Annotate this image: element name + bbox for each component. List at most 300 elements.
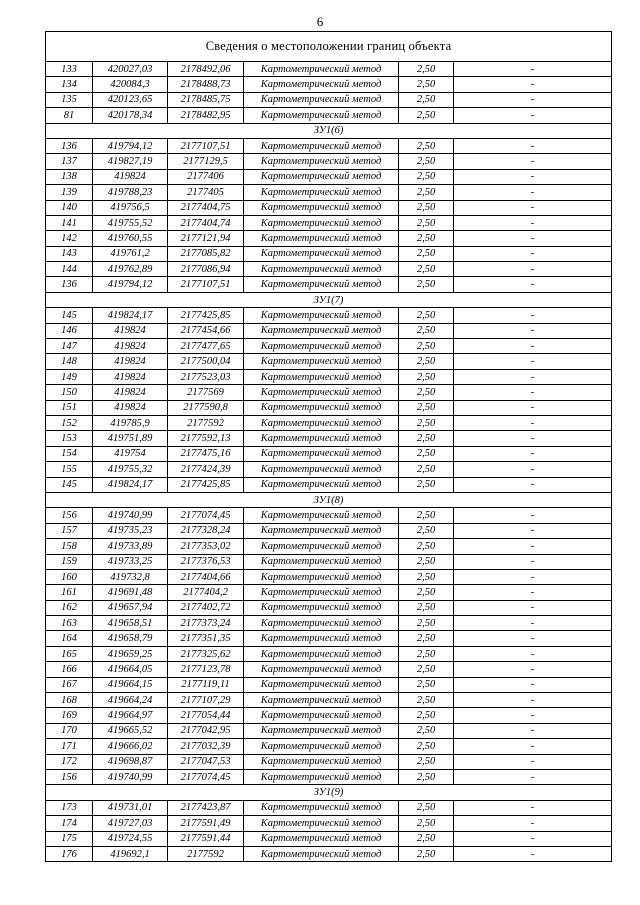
precision-cell: 2,50 [399, 831, 454, 846]
y-coordinate-cell: 2177123,78 [168, 662, 244, 677]
description-cell: - [454, 215, 612, 230]
description-cell: - [454, 600, 612, 615]
table-row [46, 769, 612, 784]
x-coordinate-cell: 419760,55 [93, 231, 168, 246]
description-cell: - [454, 138, 612, 153]
method-cell: Картометрический метод [244, 585, 399, 600]
precision-cell: 2,50 [399, 108, 454, 123]
table-row [46, 62, 612, 77]
x-coordinate-cell: 419824 [93, 169, 168, 184]
table-row [46, 354, 612, 369]
point-number-cell: 140 [46, 200, 93, 215]
precision-cell: 2,50 [399, 400, 454, 415]
x-coordinate-cell: 419824 [93, 369, 168, 384]
method-cell: Картометрический метод [244, 354, 399, 369]
table-row [46, 138, 612, 153]
description-cell: - [454, 846, 612, 861]
precision-cell: 2,50 [399, 508, 454, 523]
x-coordinate-cell: 419762,89 [93, 262, 168, 277]
x-coordinate-cell: 419657,94 [93, 600, 168, 615]
description-cell: - [454, 477, 612, 492]
precision-cell: 2,50 [399, 477, 454, 492]
point-number-cell: 167 [46, 677, 93, 692]
precision-cell: 2,50 [399, 816, 454, 831]
point-number-cell: 149 [46, 369, 93, 384]
precision-cell: 2,50 [399, 231, 454, 246]
point-number-cell: 139 [46, 185, 93, 200]
method-cell: Картометрический метод [244, 646, 399, 661]
point-number-cell: 160 [46, 569, 93, 584]
description-cell: - [454, 369, 612, 384]
x-coordinate-cell: 419751,89 [93, 431, 168, 446]
precision-cell: 2,50 [399, 600, 454, 615]
description-cell: - [454, 308, 612, 323]
x-coordinate-cell: 419761,2 [93, 246, 168, 261]
point-number-cell: 148 [46, 354, 93, 369]
precision-cell: 2,50 [399, 138, 454, 153]
table-row [46, 585, 612, 600]
description-cell: - [454, 554, 612, 569]
method-cell: Картометрический метод [244, 200, 399, 215]
table-row [46, 693, 612, 708]
method-cell: Картометрический метод [244, 677, 399, 692]
point-number-cell: 164 [46, 631, 93, 646]
precision-cell: 2,50 [399, 677, 454, 692]
y-coordinate-cell: 2177325,62 [168, 646, 244, 661]
point-number-cell: 163 [46, 616, 93, 631]
method-cell: Картометрический метод [244, 169, 399, 184]
table-row [46, 631, 612, 646]
description-cell: - [454, 92, 612, 107]
x-coordinate-cell: 419732,8 [93, 569, 168, 584]
y-coordinate-cell: 2177592,13 [168, 431, 244, 446]
method-cell: Картометрический метод [244, 277, 399, 292]
y-coordinate-cell: 2177569 [168, 385, 244, 400]
precision-cell: 2,50 [399, 446, 454, 461]
precision-cell: 2,50 [399, 646, 454, 661]
table-row [46, 431, 612, 446]
precision-cell: 2,50 [399, 846, 454, 861]
table-row [46, 339, 612, 354]
table-row [46, 816, 612, 831]
x-coordinate-cell: 419785,9 [93, 415, 168, 430]
point-number-cell: 156 [46, 769, 93, 784]
method-cell: Картометрический метод [244, 693, 399, 708]
x-coordinate-cell: 419735,23 [93, 523, 168, 538]
precision-cell: 2,50 [399, 77, 454, 92]
y-coordinate-cell: 2177454,66 [168, 323, 244, 338]
point-number-cell: 135 [46, 92, 93, 107]
point-number-cell: 134 [46, 77, 93, 92]
table-row [46, 369, 612, 384]
method-cell: Картометрический метод [244, 215, 399, 230]
y-coordinate-cell: 2177121,94 [168, 231, 244, 246]
x-coordinate-cell: 420123,65 [93, 92, 168, 107]
point-number-cell: 153 [46, 431, 93, 446]
method-cell: Картометрический метод [244, 508, 399, 523]
table-row [46, 185, 612, 200]
description-cell: - [454, 446, 612, 461]
table-row [46, 800, 612, 815]
description-cell: - [454, 169, 612, 184]
point-number-cell: 147 [46, 339, 93, 354]
y-coordinate-cell: 2177402,72 [168, 600, 244, 615]
table-row [46, 477, 612, 492]
method-cell: Картометрический метод [244, 431, 399, 446]
method-cell: Картометрический метод [244, 662, 399, 677]
point-number-cell: 174 [46, 816, 93, 831]
x-coordinate-cell: 419733,25 [93, 554, 168, 569]
point-number-cell: 144 [46, 262, 93, 277]
y-coordinate-cell: 2177054,44 [168, 708, 244, 723]
table-row [46, 169, 612, 184]
precision-cell: 2,50 [399, 769, 454, 784]
x-coordinate-cell: 419794,12 [93, 277, 168, 292]
table-row [46, 539, 612, 554]
section-header-row [46, 492, 612, 507]
section-label: ЗУ1(8) [46, 492, 612, 507]
x-coordinate-cell: 419658,79 [93, 631, 168, 646]
description-cell: - [454, 339, 612, 354]
method-cell: Картометрический метод [244, 415, 399, 430]
precision-cell: 2,50 [399, 200, 454, 215]
method-cell: Картометрический метод [244, 369, 399, 384]
table-row [46, 677, 612, 692]
method-cell: Картометрический метод [244, 631, 399, 646]
precision-cell: 2,50 [399, 215, 454, 230]
description-cell: - [454, 754, 612, 769]
y-coordinate-cell: 2177523,03 [168, 369, 244, 384]
table-row [46, 846, 612, 861]
description-cell: - [454, 831, 612, 846]
y-coordinate-cell: 2177500,04 [168, 354, 244, 369]
table-row [46, 446, 612, 461]
y-coordinate-cell: 2177590,8 [168, 400, 244, 415]
x-coordinate-cell: 419824 [93, 400, 168, 415]
table-row [46, 554, 612, 569]
method-cell: Картометрический метод [244, 554, 399, 569]
method-cell: Картометрический метод [244, 616, 399, 631]
method-cell: Картометрический метод [244, 385, 399, 400]
y-coordinate-cell: 2177404,2 [168, 585, 244, 600]
method-cell: Картометрический метод [244, 462, 399, 477]
description-cell: - [454, 354, 612, 369]
y-coordinate-cell: 2177086,94 [168, 262, 244, 277]
point-number-cell: 155 [46, 462, 93, 477]
y-coordinate-cell: 2177423,87 [168, 800, 244, 815]
description-cell: - [454, 523, 612, 538]
x-coordinate-cell: 419733,89 [93, 539, 168, 554]
point-number-cell: 165 [46, 646, 93, 661]
point-number-cell: 171 [46, 739, 93, 754]
description-cell: - [454, 400, 612, 415]
table-row [46, 569, 612, 584]
precision-cell: 2,50 [399, 246, 454, 261]
y-coordinate-cell: 2178492,06 [168, 62, 244, 77]
x-coordinate-cell: 419824,17 [93, 308, 168, 323]
point-number-cell: 145 [46, 308, 93, 323]
description-cell: - [454, 539, 612, 554]
y-coordinate-cell: 2177424,39 [168, 462, 244, 477]
description-cell: - [454, 231, 612, 246]
description-cell: - [454, 723, 612, 738]
precision-cell: 2,50 [399, 323, 454, 338]
precision-cell: 2,50 [399, 262, 454, 277]
point-number-cell: 133 [46, 62, 93, 77]
y-coordinate-cell: 2177042,95 [168, 723, 244, 738]
x-coordinate-cell: 419755,32 [93, 462, 168, 477]
x-coordinate-cell: 419827,19 [93, 154, 168, 169]
table-row [46, 723, 612, 738]
y-coordinate-cell: 2177107,51 [168, 138, 244, 153]
y-coordinate-cell: 2177425,85 [168, 308, 244, 323]
x-coordinate-cell: 419794,12 [93, 138, 168, 153]
page-number: 6 [316, 14, 324, 29]
point-number-cell: 170 [46, 723, 93, 738]
method-cell: Картометрический метод [244, 308, 399, 323]
section-header-row [46, 292, 612, 307]
x-coordinate-cell: 419692,1 [93, 846, 168, 861]
point-number-cell: 145 [46, 477, 93, 492]
table-row [46, 462, 612, 477]
x-coordinate-cell: 419659,25 [93, 646, 168, 661]
table-row [46, 831, 612, 846]
description-cell: - [454, 185, 612, 200]
x-coordinate-cell: 419824 [93, 323, 168, 338]
method-cell: Картометрический метод [244, 769, 399, 784]
method-cell: Картометрический метод [244, 800, 399, 815]
y-coordinate-cell: 2177406 [168, 169, 244, 184]
x-coordinate-cell: 419664,97 [93, 708, 168, 723]
table-row [46, 662, 612, 677]
y-coordinate-cell: 2177475,16 [168, 446, 244, 461]
method-cell: Картометрический метод [244, 477, 399, 492]
description-cell: - [454, 800, 612, 815]
y-coordinate-cell: 2177047,53 [168, 754, 244, 769]
precision-cell: 2,50 [399, 92, 454, 107]
description-cell: - [454, 323, 612, 338]
table-row [46, 108, 612, 123]
point-number-cell: 176 [46, 846, 93, 861]
description-cell: - [454, 616, 612, 631]
method-cell: Картометрический метод [244, 154, 399, 169]
method-cell: Картометрический метод [244, 339, 399, 354]
precision-cell: 2,50 [399, 385, 454, 400]
description-cell: - [454, 816, 612, 831]
precision-cell: 2,50 [399, 708, 454, 723]
precision-cell: 2,50 [399, 539, 454, 554]
method-cell: Картометрический метод [244, 523, 399, 538]
precision-cell: 2,50 [399, 169, 454, 184]
method-cell: Картометрический метод [244, 446, 399, 461]
method-cell: Картометрический метод [244, 539, 399, 554]
method-cell: Картометрический метод [244, 231, 399, 246]
method-cell: Картометрический метод [244, 708, 399, 723]
method-cell: Картометрический метод [244, 831, 399, 846]
description-cell: - [454, 508, 612, 523]
x-coordinate-cell: 419740,99 [93, 769, 168, 784]
y-coordinate-cell: 2177591,44 [168, 831, 244, 846]
method-cell: Картометрический метод [244, 569, 399, 584]
description-cell: - [454, 277, 612, 292]
description-cell: - [454, 77, 612, 92]
table-row [46, 385, 612, 400]
section-header-row [46, 123, 612, 138]
point-number-cell: 159 [46, 554, 93, 569]
method-cell: Картометрический метод [244, 92, 399, 107]
point-number-cell: 156 [46, 508, 93, 523]
point-number-cell: 146 [46, 323, 93, 338]
precision-cell: 2,50 [399, 369, 454, 384]
method-cell: Картометрический метод [244, 739, 399, 754]
method-cell: Картометрический метод [244, 246, 399, 261]
point-number-cell: 172 [46, 754, 93, 769]
table-row [46, 77, 612, 92]
x-coordinate-cell: 419824,17 [93, 477, 168, 492]
point-number-cell: 157 [46, 523, 93, 538]
point-number-cell: 137 [46, 154, 93, 169]
y-coordinate-cell: 2177074,45 [168, 769, 244, 784]
y-coordinate-cell: 2177353,02 [168, 539, 244, 554]
y-coordinate-cell: 2177107,51 [168, 277, 244, 292]
table-row [46, 92, 612, 107]
description-cell: - [454, 569, 612, 584]
x-coordinate-cell: 419664,24 [93, 693, 168, 708]
precision-cell: 2,50 [399, 62, 454, 77]
y-coordinate-cell: 2177328,24 [168, 523, 244, 538]
method-cell: Картометрический метод [244, 723, 399, 738]
table-row [46, 708, 612, 723]
precision-cell: 2,50 [399, 693, 454, 708]
y-coordinate-cell: 2177404,74 [168, 215, 244, 230]
y-coordinate-cell: 2177351,35 [168, 631, 244, 646]
y-coordinate-cell: 2177085,82 [168, 246, 244, 261]
precision-cell: 2,50 [399, 462, 454, 477]
table-row [46, 600, 612, 615]
table-row [46, 400, 612, 415]
description-cell: - [454, 708, 612, 723]
table-row [46, 739, 612, 754]
x-coordinate-cell: 419754 [93, 446, 168, 461]
x-coordinate-cell: 419724,55 [93, 831, 168, 846]
description-cell: - [454, 154, 612, 169]
section-header-row [46, 785, 612, 800]
section-label: ЗУ1(9) [46, 785, 612, 800]
y-coordinate-cell: 2177032,39 [168, 739, 244, 754]
precision-cell: 2,50 [399, 339, 454, 354]
x-coordinate-cell: 419691,48 [93, 585, 168, 600]
description-cell: - [454, 585, 612, 600]
precision-cell: 2,50 [399, 723, 454, 738]
precision-cell: 2,50 [399, 739, 454, 754]
table-row [46, 200, 612, 215]
x-coordinate-cell: 419665,52 [93, 723, 168, 738]
y-coordinate-cell: 2178488,73 [168, 77, 244, 92]
description-cell: - [454, 385, 612, 400]
precision-cell: 2,50 [399, 523, 454, 538]
x-coordinate-cell: 419740,99 [93, 508, 168, 523]
point-number-cell: 169 [46, 708, 93, 723]
description-cell: - [454, 431, 612, 446]
precision-cell: 2,50 [399, 554, 454, 569]
table-row [46, 277, 612, 292]
x-coordinate-cell: 419824 [93, 354, 168, 369]
x-coordinate-cell: 419824 [93, 339, 168, 354]
y-coordinate-cell: 2177405 [168, 185, 244, 200]
x-coordinate-cell: 419664,05 [93, 662, 168, 677]
precision-cell: 2,50 [399, 308, 454, 323]
method-cell: Картометрический метод [244, 400, 399, 415]
x-coordinate-cell: 419664,15 [93, 677, 168, 692]
precision-cell: 2,50 [399, 616, 454, 631]
description-cell: - [454, 200, 612, 215]
method-cell: Картометрический метод [244, 138, 399, 153]
method-cell: Картометрический метод [244, 108, 399, 123]
description-cell: - [454, 262, 612, 277]
precision-cell: 2,50 [399, 277, 454, 292]
x-coordinate-cell: 419756,5 [93, 200, 168, 215]
y-coordinate-cell: 2177404,75 [168, 200, 244, 215]
y-coordinate-cell: 2177107,29 [168, 693, 244, 708]
section-label: ЗУ1(7) [46, 292, 612, 307]
y-coordinate-cell: 2178482,95 [168, 108, 244, 123]
method-cell: Картометрический метод [244, 816, 399, 831]
point-number-cell: 150 [46, 385, 93, 400]
precision-cell: 2,50 [399, 800, 454, 815]
coordinates-table [45, 31, 612, 862]
method-cell: Картометрический метод [244, 846, 399, 861]
precision-cell: 2,50 [399, 354, 454, 369]
description-cell: - [454, 62, 612, 77]
precision-cell: 2,50 [399, 631, 454, 646]
point-number-cell: 173 [46, 800, 93, 815]
y-coordinate-cell: 2178485,75 [168, 92, 244, 107]
method-cell: Картометрический метод [244, 77, 399, 92]
description-cell: - [454, 462, 612, 477]
table-row [46, 616, 612, 631]
y-coordinate-cell: 2177592 [168, 415, 244, 430]
y-coordinate-cell: 2177591,49 [168, 816, 244, 831]
table-row [46, 508, 612, 523]
x-coordinate-cell: 419698,87 [93, 754, 168, 769]
x-coordinate-cell: 419824 [93, 385, 168, 400]
point-number-cell: 158 [46, 539, 93, 554]
table-title: Сведения о местоположении границ объекта [46, 32, 612, 62]
point-number-cell: 168 [46, 693, 93, 708]
x-coordinate-cell: 419755,52 [93, 215, 168, 230]
description-cell: - [454, 677, 612, 692]
point-number-cell: 161 [46, 585, 93, 600]
precision-cell: 2,50 [399, 185, 454, 200]
x-coordinate-cell: 419658,51 [93, 616, 168, 631]
method-cell: Картометрический метод [244, 323, 399, 338]
point-number-cell: 162 [46, 600, 93, 615]
method-cell: Картометрический метод [244, 185, 399, 200]
method-cell: Картометрический метод [244, 754, 399, 769]
table-row [46, 262, 612, 277]
point-number-cell: 154 [46, 446, 93, 461]
x-coordinate-cell: 420084,3 [93, 77, 168, 92]
point-number-cell: 143 [46, 246, 93, 261]
y-coordinate-cell: 2177404,66 [168, 569, 244, 584]
x-coordinate-cell: 420027,03 [93, 62, 168, 77]
table-row [46, 646, 612, 661]
table-row [46, 754, 612, 769]
y-coordinate-cell: 2177477,65 [168, 339, 244, 354]
table-row [46, 323, 612, 338]
description-cell: - [454, 739, 612, 754]
x-coordinate-cell: 420178,34 [93, 108, 168, 123]
